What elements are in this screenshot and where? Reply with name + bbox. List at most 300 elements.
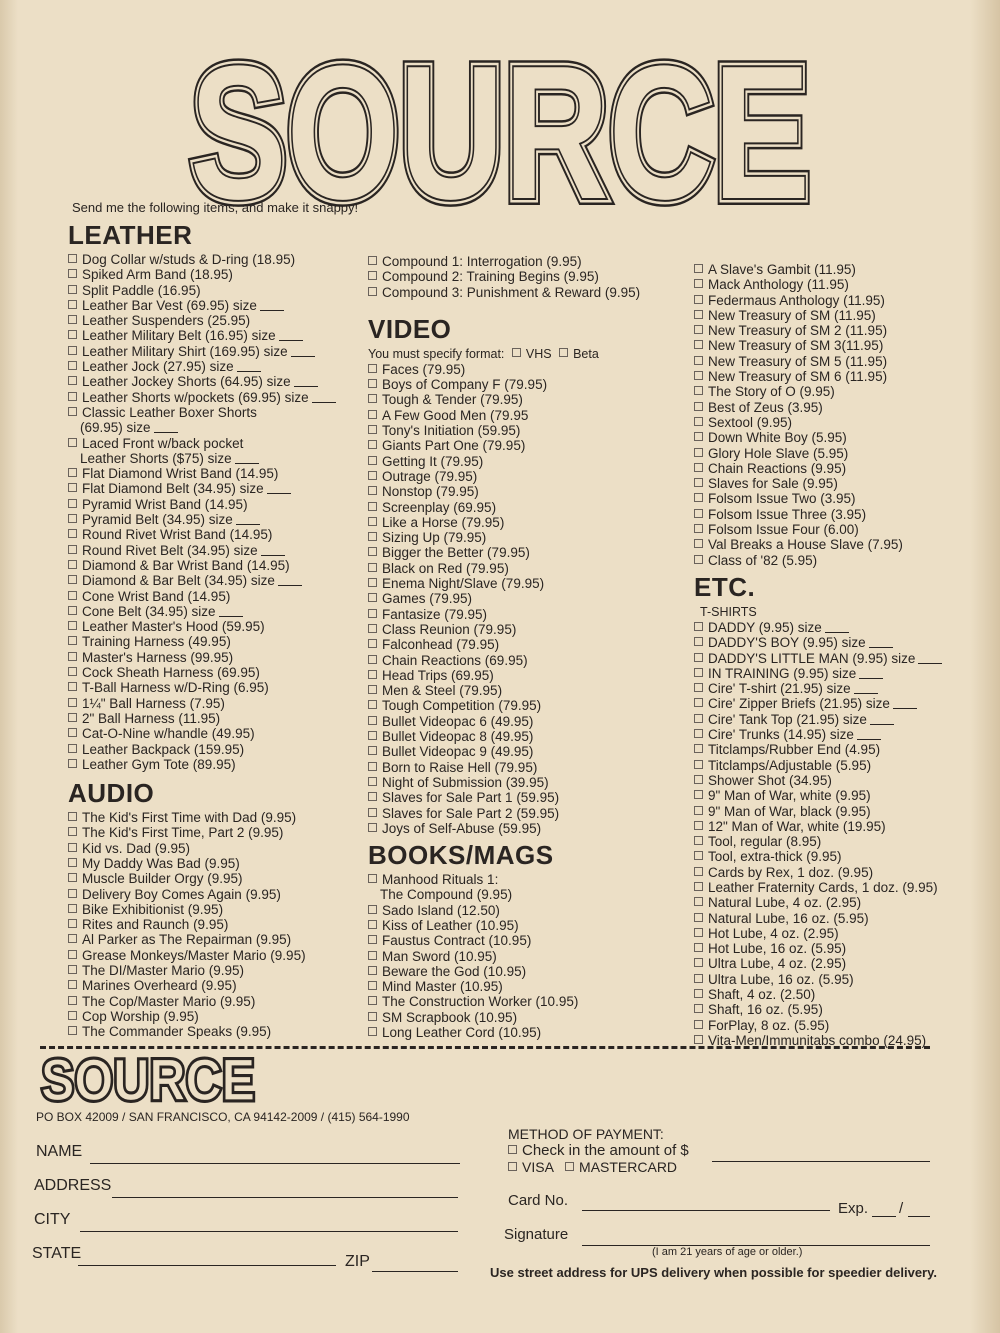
- item-label: Cock Sheath Harness (69.95): [82, 665, 260, 681]
- exp-month-field[interactable]: [872, 1216, 896, 1217]
- check-option: [508, 1142, 689, 1159]
- order-checkbox[interactable]: [368, 981, 377, 990]
- order-checkbox[interactable]: [68, 980, 77, 989]
- order-checkbox[interactable]: [68, 591, 77, 600]
- order-checkbox[interactable]: [694, 882, 703, 891]
- order-checkbox[interactable]: [694, 729, 703, 738]
- list-item: [694, 666, 942, 681]
- list-item: [694, 926, 942, 941]
- order-checkbox[interactable]: [68, 759, 77, 768]
- order-checkbox[interactable]: [694, 836, 703, 845]
- item-label: Enema Night/Slave (79.95): [382, 576, 545, 592]
- name-field[interactable]: [90, 1163, 460, 1164]
- order-checkbox[interactable]: [694, 867, 703, 876]
- order-checkbox[interactable]: [68, 950, 77, 959]
- section-heading-etc: ETC.: [694, 571, 756, 602]
- order-checkbox[interactable]: [368, 716, 377, 725]
- order-checkbox[interactable]: [68, 300, 77, 309]
- column-middle: [368, 254, 640, 1040]
- size-blank-field[interactable]: [235, 463, 259, 464]
- list-item: [694, 507, 942, 522]
- order-checkbox[interactable]: [694, 448, 703, 457]
- order-checkbox[interactable]: [368, 920, 377, 929]
- order-checkbox[interactable]: [694, 958, 703, 967]
- list-item: [694, 277, 942, 292]
- list-item: [68, 497, 336, 512]
- list-item: [694, 354, 942, 369]
- size-blank-field[interactable]: [918, 663, 942, 664]
- order-checkbox[interactable]: [68, 873, 77, 882]
- order-checkbox[interactable]: [694, 760, 703, 769]
- order-checkbox[interactable]: [694, 974, 703, 983]
- order-checkbox[interactable]: [694, 386, 703, 395]
- list-item: [368, 872, 640, 887]
- visa-checkbox[interactable]: [508, 1162, 517, 1171]
- order-checkbox[interactable]: [68, 285, 77, 294]
- order-checkbox[interactable]: [694, 698, 703, 707]
- list-item: [694, 696, 942, 711]
- size-blank-field[interactable]: [267, 493, 291, 494]
- item-label: Compound 2: Training Begins (9.95): [382, 269, 599, 285]
- list-item: [68, 1009, 336, 1024]
- list-item: [694, 369, 942, 384]
- item-label: Class of '82 (5.95): [708, 552, 818, 568]
- list-item: [368, 377, 640, 392]
- order-checkbox[interactable]: [694, 622, 703, 631]
- list-item: [694, 681, 942, 696]
- order-checkbox[interactable]: [368, 256, 377, 265]
- order-checkbox[interactable]: [368, 731, 377, 740]
- order-checkbox[interactable]: [68, 934, 77, 943]
- order-checkbox[interactable]: [368, 951, 377, 960]
- order-checkbox[interactable]: [68, 843, 77, 852]
- list-item: [68, 917, 336, 932]
- list-item: [68, 405, 336, 420]
- item-label: Glory Hole Slave (5.95): [708, 445, 849, 461]
- order-checkbox[interactable]: [694, 637, 703, 646]
- check-amount-field[interactable]: [712, 1161, 930, 1162]
- list-item: [694, 262, 942, 277]
- list-item: [368, 438, 640, 453]
- list-item: [68, 978, 336, 993]
- order-checkbox[interactable]: [68, 698, 77, 707]
- order-checkbox[interactable]: [368, 593, 377, 602]
- order-checkbox[interactable]: [68, 606, 77, 615]
- item-label: Chain Reactions (9.95): [708, 460, 847, 476]
- order-checkbox[interactable]: [68, 621, 77, 630]
- video-list: [368, 362, 640, 836]
- order-checkbox[interactable]: [368, 762, 377, 771]
- list-item: [68, 328, 336, 343]
- item-label: Compound 1: Interrogation (9.95): [382, 254, 582, 269]
- order-checkbox[interactable]: [368, 905, 377, 914]
- item-label: Spiked Arm Band (18.95): [82, 267, 233, 283]
- item-label: Cat-O-Nine w/handle (49.95): [82, 726, 255, 742]
- order-checkbox[interactable]: [368, 792, 377, 801]
- order-checkbox[interactable]: [368, 823, 377, 832]
- order-checkbox[interactable]: [694, 851, 703, 860]
- order-checkbox[interactable]: [368, 935, 377, 944]
- list-item: [68, 871, 336, 886]
- order-checkbox[interactable]: [68, 346, 77, 355]
- order-checkbox[interactable]: [368, 425, 377, 434]
- list-item: [368, 269, 640, 284]
- size-blank-field[interactable]: [294, 386, 318, 387]
- item-label: Faustus Contract (10.95): [382, 933, 532, 949]
- size-blank-field[interactable]: [219, 616, 243, 617]
- order-checkbox[interactable]: [68, 1026, 77, 1035]
- item-label: Ultra Lube, 4 oz. (2.95): [708, 956, 847, 972]
- order-checkbox[interactable]: [694, 1035, 703, 1044]
- list-item: [68, 420, 336, 435]
- order-checkbox[interactable]: [368, 456, 377, 465]
- state-label: STATE: [32, 1245, 82, 1262]
- order-checkbox[interactable]: [368, 808, 377, 817]
- size-blank-field[interactable]: [279, 340, 303, 341]
- order-checkbox[interactable]: [694, 806, 703, 815]
- svg-text:SOURCE: SOURCE: [41, 1052, 255, 1104]
- item-label: Delivery Boy Comes Again (9.95): [82, 886, 281, 902]
- order-checkbox[interactable]: [368, 996, 377, 1005]
- item-label: T-Ball Harness w/D-Ring (6.95): [82, 680, 269, 696]
- size-blank-field[interactable]: [237, 371, 261, 372]
- order-checkbox[interactable]: [68, 315, 77, 324]
- item-label: Folsom Issue Three (3.95): [708, 506, 867, 522]
- item-label: SM Scrapbook (10.95): [382, 1009, 518, 1025]
- order-checkbox[interactable]: [68, 545, 77, 554]
- item-label: A Few Good Men (79.95: [382, 407, 529, 423]
- order-checkbox[interactable]: [368, 486, 377, 495]
- item-label: Training Harness (49.95): [82, 634, 231, 650]
- order-checkbox[interactable]: [368, 655, 377, 664]
- order-checkbox[interactable]: [68, 361, 77, 370]
- list-item: [68, 948, 336, 963]
- order-checkbox[interactable]: [694, 279, 703, 288]
- size-blank-field[interactable]: [869, 647, 893, 648]
- size-blank-field[interactable]: [825, 632, 849, 633]
- item-label: Folsom Issue Four (6.00): [708, 522, 859, 538]
- exp-separator: /: [899, 1200, 904, 1217]
- item-label: Laced Front w/back pocket: [82, 435, 244, 451]
- list-item: [68, 994, 336, 1009]
- list-item: [368, 790, 640, 805]
- size-blank-field[interactable]: [857, 739, 881, 740]
- item-label: Folsom Issue Two (3.95): [708, 491, 856, 507]
- order-checkbox[interactable]: [68, 728, 77, 737]
- list-item: [368, 362, 640, 377]
- list-item: [68, 558, 336, 573]
- order-checkbox[interactable]: [694, 310, 703, 319]
- order-checkbox[interactable]: [694, 295, 703, 304]
- item-label: Pyramid Belt (34.95) size: [82, 512, 233, 528]
- order-checkbox[interactable]: [694, 653, 703, 662]
- city-field[interactable]: [80, 1231, 458, 1232]
- item-label: Leather Fraternity Cards, 1 doz. (9.95): [708, 879, 938, 895]
- order-checkbox[interactable]: [68, 744, 77, 753]
- item-label: Fantasize (79.95): [382, 606, 488, 622]
- order-checkbox[interactable]: [68, 812, 77, 821]
- order-checkbox[interactable]: [368, 624, 377, 633]
- order-checkbox[interactable]: [694, 417, 703, 426]
- order-checkbox[interactable]: [368, 532, 377, 541]
- list-item: [368, 423, 640, 438]
- order-checkbox[interactable]: [694, 714, 703, 723]
- list-item: [694, 849, 942, 864]
- list-item: [368, 530, 640, 545]
- item-label: Cone Wrist Band (14.95): [82, 588, 231, 604]
- order-checkbox[interactable]: [68, 636, 77, 645]
- order-checkbox[interactable]: [368, 440, 377, 449]
- order-checkbox[interactable]: [694, 744, 703, 753]
- list-item: [368, 994, 640, 1009]
- list-item: [694, 742, 942, 757]
- order-checkbox[interactable]: [694, 683, 703, 692]
- list-item: [694, 804, 942, 819]
- item-label: Compound 3: Punishment & Reward (9.95): [382, 284, 641, 300]
- order-checkbox[interactable]: [368, 379, 377, 388]
- order-checkbox[interactable]: [68, 965, 77, 974]
- visa-label: VISA: [522, 1159, 554, 1175]
- order-checkbox[interactable]: [368, 471, 377, 480]
- column-left: [68, 216, 336, 1040]
- order-checkbox[interactable]: [694, 1004, 703, 1013]
- size-blank-field[interactable]: [854, 693, 878, 694]
- list-item: [694, 895, 942, 910]
- card-number-field[interactable]: [582, 1210, 830, 1211]
- vhs-checkbox[interactable]: [512, 348, 521, 357]
- order-checkbox[interactable]: [368, 502, 377, 511]
- list-item: [368, 545, 640, 560]
- item-label: Mack Anthology (11.95): [708, 277, 849, 293]
- item-label: Cone Belt (34.95) size: [82, 603, 216, 619]
- order-checkbox[interactable]: [368, 287, 377, 296]
- beta-checkbox[interactable]: [559, 348, 568, 357]
- order-checkbox[interactable]: [694, 371, 703, 380]
- order-checkbox[interactable]: [368, 670, 377, 679]
- order-checkbox[interactable]: [694, 790, 703, 799]
- item-label: Bigger the Better (79.95): [382, 545, 530, 561]
- order-checkbox[interactable]: [694, 821, 703, 830]
- list-item: [68, 313, 336, 328]
- list-item: [368, 964, 640, 979]
- format-prompt: You must specify format:: [368, 346, 505, 361]
- order-checkbox[interactable]: [694, 897, 703, 906]
- order-checkbox[interactable]: [694, 325, 703, 334]
- order-checkbox[interactable]: [694, 943, 703, 952]
- order-checkbox[interactable]: [68, 889, 77, 898]
- item-label: Getting It (79.95): [382, 453, 484, 469]
- item-label: Ultra Lube, 16 oz. (5.95): [708, 971, 854, 987]
- size-blank-field[interactable]: [893, 708, 917, 709]
- list-item: [694, 635, 942, 650]
- list-item: [68, 466, 336, 481]
- order-checkbox[interactable]: [368, 685, 377, 694]
- order-checkbox[interactable]: [68, 996, 77, 1005]
- item-label: Diamond & Bar Wrist Band (14.95): [82, 557, 290, 573]
- order-checkbox[interactable]: [694, 539, 703, 548]
- item-label: Sizing Up (79.95): [382, 530, 487, 546]
- order-checkbox[interactable]: [368, 563, 377, 572]
- order-checkbox[interactable]: [68, 652, 77, 661]
- size-blank-field[interactable]: [261, 555, 285, 556]
- size-blank-field[interactable]: [154, 432, 178, 433]
- page-edge-right: [970, 0, 1000, 1333]
- exp-year-field[interactable]: [908, 1216, 930, 1217]
- order-checkbox[interactable]: [68, 560, 77, 569]
- order-checkbox[interactable]: [368, 578, 377, 587]
- order-checkbox[interactable]: [368, 394, 377, 403]
- list-item: [68, 589, 336, 604]
- order-checkbox[interactable]: [694, 463, 703, 472]
- size-blank-field[interactable]: [859, 678, 883, 679]
- order-checkbox[interactable]: [368, 700, 377, 709]
- item-label: Tool, extra-thick (9.95): [708, 849, 842, 865]
- item-label: Shaft, 16 oz. (5.95): [708, 1002, 823, 1018]
- list-item: [694, 476, 942, 491]
- list-item: [694, 522, 942, 537]
- order-checkbox[interactable]: [68, 438, 77, 447]
- order-checkbox[interactable]: [68, 499, 77, 508]
- order-checkbox[interactable]: [694, 509, 703, 518]
- order-checkbox[interactable]: [368, 609, 377, 618]
- list-item: [368, 714, 640, 729]
- order-checkbox[interactable]: [694, 775, 703, 784]
- mastercard-checkbox[interactable]: [565, 1162, 574, 1171]
- order-checkbox[interactable]: [368, 966, 377, 975]
- order-checkbox[interactable]: [68, 483, 77, 492]
- list-item: [368, 821, 640, 836]
- mastercard-label: MASTERCARD: [579, 1159, 678, 1175]
- item-label: Split Paddle (16.95): [82, 282, 201, 298]
- size-blank-field[interactable]: [236, 524, 260, 525]
- item-label: Round Rivet Wrist Band (14.95): [82, 527, 273, 543]
- order-checkbox[interactable]: [68, 827, 77, 836]
- order-checkbox[interactable]: [68, 919, 77, 928]
- order-checkbox[interactable]: [368, 517, 377, 526]
- order-checkbox[interactable]: [68, 269, 77, 278]
- list-item: [68, 543, 336, 558]
- order-checkbox[interactable]: [368, 874, 377, 883]
- order-checkbox[interactable]: [68, 392, 77, 401]
- item-label: Bullet Videopac 9 (49.95): [382, 744, 534, 760]
- list-item: [694, 712, 942, 727]
- size-blank-field[interactable]: [260, 310, 284, 311]
- order-checkbox[interactable]: [68, 1011, 77, 1020]
- order-checkbox[interactable]: [68, 667, 77, 676]
- order-checkbox[interactable]: [68, 682, 77, 691]
- list-item: [368, 903, 640, 918]
- list-item: [368, 500, 640, 515]
- order-checkbox[interactable]: [68, 514, 77, 523]
- order-checkbox[interactable]: [694, 1020, 703, 1029]
- item-label: Outrage (79.95): [382, 468, 478, 484]
- order-checkbox[interactable]: [694, 493, 703, 502]
- list-item: [68, 742, 336, 757]
- size-blank-field[interactable]: [312, 402, 336, 403]
- list-item: [694, 446, 942, 461]
- list-item: [68, 902, 336, 917]
- list-item: [368, 1010, 640, 1025]
- item-label: Leather Shorts ($75) size: [80, 450, 232, 466]
- list-item: [368, 515, 640, 530]
- order-checkbox[interactable]: [368, 364, 377, 373]
- list-item: [368, 254, 640, 269]
- order-checkbox[interactable]: [694, 432, 703, 441]
- order-checkbox[interactable]: [694, 989, 703, 998]
- size-blank-field[interactable]: [278, 585, 302, 586]
- list-item: [368, 408, 640, 423]
- audio-list: [68, 810, 336, 1039]
- item-label: Like a Horse (79.95): [382, 514, 505, 530]
- order-checkbox[interactable]: [694, 913, 703, 922]
- order-checkbox[interactable]: [68, 376, 77, 385]
- order-checkbox[interactable]: [368, 547, 377, 556]
- order-checkbox[interactable]: [694, 928, 703, 937]
- order-checkbox[interactable]: [694, 555, 703, 564]
- order-checkbox[interactable]: [368, 410, 377, 419]
- order-checkbox[interactable]: [68, 904, 77, 913]
- right-books-list: [694, 262, 942, 568]
- order-checkbox[interactable]: [694, 402, 703, 411]
- order-checkbox[interactable]: [68, 575, 77, 584]
- order-checkbox[interactable]: [694, 340, 703, 349]
- order-checkbox[interactable]: [68, 858, 77, 867]
- order-checkbox[interactable]: [694, 356, 703, 365]
- address-field[interactable]: [112, 1197, 458, 1198]
- order-checkbox[interactable]: [68, 468, 77, 477]
- order-checkbox[interactable]: [368, 639, 377, 648]
- state-field[interactable]: [78, 1265, 336, 1266]
- order-checkbox[interactable]: [368, 777, 377, 786]
- order-checkbox[interactable]: [368, 746, 377, 755]
- item-label: The Construction Worker (10.95): [382, 994, 579, 1010]
- order-checkbox[interactable]: [368, 1027, 377, 1036]
- order-checkbox[interactable]: [68, 713, 77, 722]
- list-item: [68, 711, 336, 726]
- list-item: [68, 665, 336, 680]
- list-item: [68, 963, 336, 978]
- order-checkbox[interactable]: [368, 1012, 377, 1021]
- svg-text:SOURCE: SOURCE: [190, 38, 810, 218]
- order-checkbox[interactable]: [68, 407, 77, 416]
- check-checkbox[interactable]: [508, 1145, 517, 1154]
- order-checkbox[interactable]: [694, 668, 703, 677]
- item-label: Man Sword (10.95): [382, 948, 497, 964]
- order-checkbox[interactable]: [694, 264, 703, 273]
- item-label: ForPlay, 8 oz. (5.95): [708, 1017, 830, 1033]
- size-blank-field[interactable]: [870, 724, 894, 725]
- order-checkbox[interactable]: [68, 330, 77, 339]
- list-item: [68, 887, 336, 902]
- item-label: Giants Part One (79.95): [382, 438, 526, 454]
- order-checkbox[interactable]: [68, 529, 77, 538]
- order-checkbox[interactable]: [694, 524, 703, 533]
- item-label: Leather Gym Tote (89.95): [82, 756, 236, 772]
- list-item: [368, 668, 640, 683]
- item-label: Bullet Videopac 6 (49.95): [382, 713, 534, 729]
- list-item: [68, 619, 336, 634]
- mailing-address: PO BOX 42009 / SAN FRANCISCO, CA 94142-2009 / (415) 564-1990: [36, 1110, 410, 1124]
- order-checkbox[interactable]: [368, 271, 377, 280]
- item-label: Leather Backpack (159.95): [82, 741, 245, 757]
- item-label: Nonstop (79.95): [382, 484, 479, 500]
- order-checkbox[interactable]: [68, 254, 77, 263]
- order-checkbox[interactable]: [694, 478, 703, 487]
- zip-field[interactable]: [372, 1271, 458, 1272]
- list-item: [368, 729, 640, 744]
- list-item: [368, 653, 640, 668]
- size-blank-field[interactable]: [291, 356, 315, 357]
